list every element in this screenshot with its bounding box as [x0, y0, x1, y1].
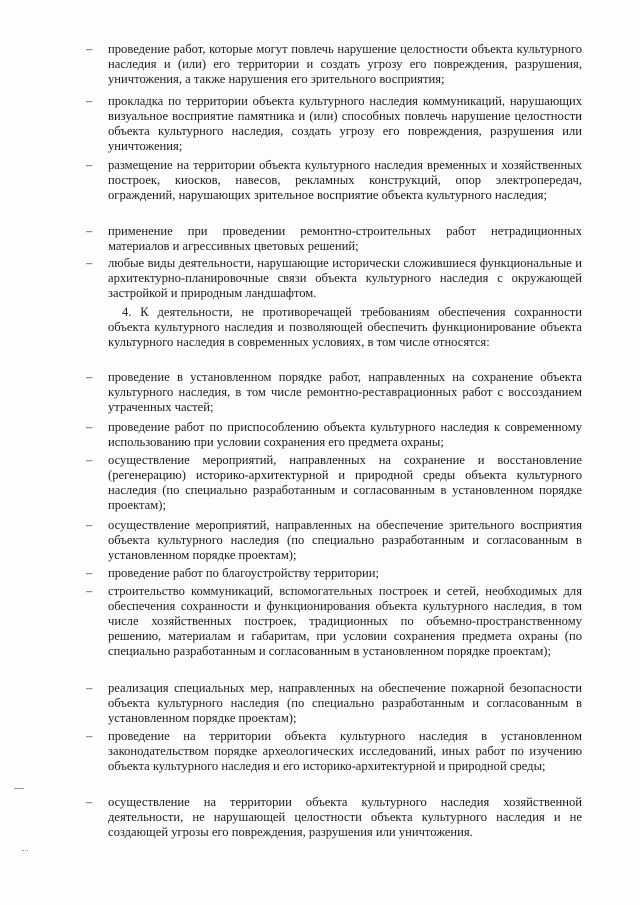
bullet-dash: –	[86, 94, 93, 108]
bullet-dash: –	[86, 518, 93, 532]
bullet-dash: –	[86, 729, 93, 743]
list-item	[86, 518, 582, 563]
bullet-dash: –	[86, 420, 93, 434]
list-item-text: проведение работ по приспособлению объекта культурного наследия к современному использованию при условии сохранения его предмета охраны;	[108, 420, 582, 449]
list-item	[86, 256, 582, 301]
list-item-text: осуществление мероприятий, направленных на обеспечение зрительного восприятия объекта культурного наследия (по специально разработанным и согласованным в установленном порядке проектам);	[108, 518, 582, 562]
section-number: 4.	[122, 305, 132, 319]
list-item-text: осуществление мероприятий, направленных на сохранение и восстановление (регенерацию) историко-архитектурной и природной среды объекта культурного наследия (по специально разработанным и согласованным в установленном порядке проектам);	[108, 453, 582, 512]
list-item	[86, 224, 582, 254]
scan-mark	[14, 788, 24, 789]
list-item-text: прокладка по территории объекта культурного наследия коммуникаций, нарушающих визуальное восприятие памятника и (или) способных повлечь нарушение целостности объекта культурного наследия, создать угрозу его повреждения, разрушения или уничтожения;	[108, 94, 582, 153]
list-item	[86, 584, 582, 659]
bullet-dash: –	[86, 370, 93, 384]
list-item-text: осуществление на территории объекта культурного наследия хозяйственной деятельности, не нарушающей целостности объекта культурного наследия и не создающей угрозы его повреждения, разрушения или уничтожения.	[108, 795, 582, 839]
bullet-dash: –	[86, 158, 93, 172]
list-item-text: проведение работ, которые могут повлечь нарушение целостности объекта культурного наследия и (или) его территории и создать угрозу его повреждения, разрушения, уничтожения, а также нарушения его зрительного восприятия;	[108, 42, 582, 86]
section-heading-text: К деятельности, не противоречащей требованиям обеспечения сохранности объекта культурного наследия и позволяющей обеспечить функционирование объекта культурного наследия в современных условиях, в том числе относятся:	[108, 305, 582, 349]
scan-mark	[22, 850, 28, 851]
bullet-dash: –	[86, 224, 93, 238]
list-item	[86, 681, 582, 726]
list-item-text: проведение на территории объекта культурного наследия в установленном законодательством порядке археологических исследований, иных работ по изучению объекта культурного наследия и его историко-архитектурной и природной среды;	[108, 729, 582, 773]
list-item-text: любые виды деятельности, нарушающие исторически сложившиеся функциональные и архитектурно-планировочные связи объекта культурного наследия с окружающей застройкой и природным ландшафтом.	[108, 256, 582, 300]
list-item	[86, 453, 582, 513]
list-item	[86, 94, 582, 154]
section-heading	[108, 305, 582, 350]
list-item-text: реализация специальных мер, направленных на обеспечение пожарной безопасности объекта культурного наследия (по специально разработанным и согласованным в установленном порядке проектам);	[108, 681, 582, 725]
list-item	[86, 370, 582, 415]
list-item	[86, 729, 582, 774]
bullet-dash: –	[86, 795, 93, 809]
list-item	[86, 566, 582, 581]
bullet-dash: –	[86, 566, 93, 580]
list-item-text: применение при проведении ремонтно-строительных работ нетрадиционных материалов и агрессивных цветовых решений;	[108, 224, 582, 253]
list-item-text: проведение работ по благоустройству территории;	[108, 566, 380, 580]
list-item-text: размещение на территории объекта культурного наследия временных и хозяйственных построек, киосков, навесов, рекламных конструкций, опор электропередач, ограждений, нарушающих зрительное восприятие объекта культурного наследия;	[108, 158, 582, 202]
bullet-dash: –	[86, 584, 93, 598]
list-item-text: проведение в установленном порядке работ, направленных на сохранение объекта культурного наследия, в том числе ремонтно-реставрационных работ с воссозданием утраченных частей;	[108, 370, 582, 414]
bullet-dash: –	[86, 42, 93, 56]
bullet-dash: –	[86, 453, 93, 467]
bullet-dash: –	[86, 681, 93, 695]
list-item-text: строительство коммуникаций, вспомогательных построек и сетей, необходимых для обеспечения сохранности и функционирования объекта культурного наследия, в том числе хозяйственных построек, традиционных по объемно-пространственному решению, материалам и габаритам, при условии сохранения предмета охраны (по специально разработанным и согласованным в установленном порядке проектам);	[108, 584, 582, 658]
list-item	[86, 420, 582, 450]
list-item	[86, 158, 582, 203]
list-item	[86, 42, 582, 87]
bullet-dash: –	[86, 256, 93, 270]
list-item	[86, 795, 582, 840]
